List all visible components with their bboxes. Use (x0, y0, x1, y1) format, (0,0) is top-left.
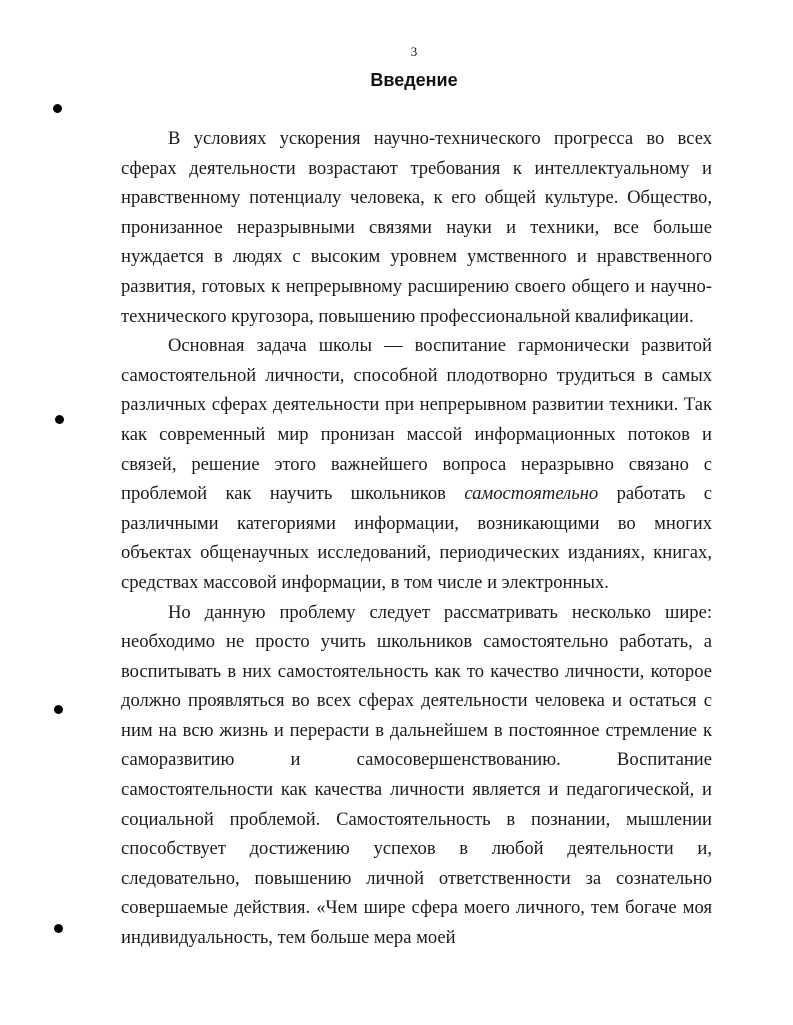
paragraph-2-start: Основная задача школы — воспитание гармонически развитой самостоятельной личности, способной плодотворно трудиться в самых различных сферах деятельности при непрерывном развитии техники. Так как современный мир пронизан массой информационных потоков и связей, решение этого важнейшего вопроса неразрывно связано с проблемой как научить школьников (121, 335, 712, 505)
page-number: 3 (410, 44, 418, 59)
body-text (121, 124, 712, 953)
paragraph-1: В условиях ускорения научно-технического прогресса во всех сферах деятельности возрастают требования к интеллектуальному и нравственному потенциалу человека, к его общей культуре. Общество, пронизанное неразрывными связями науки и техники, все больше нуждается в людях с высоким уровнем умственного и нравственного развития, готовых к непрерывному расширению своего общего и научно-технического кругозора, повышению профессиональной квалификации. (121, 128, 712, 327)
margin-mark-2 (55, 415, 64, 424)
margin-mark-1 (53, 104, 62, 113)
paragraph-2 (121, 331, 712, 597)
paragraph-3: Но данную проблему следует рассматривать несколько шире: необходимо не просто учить школьников самостоятельно работать, а воспитывать в них самостоятельность как то качество личности, которое должно проявляться во всех сферах деятельности человека и остаться с ним на всю жизнь и перерасти в дальнейшем в постоянное стремление к саморазвитию и самосовершенствованию. Воспитание самостоятельности как качества личности является и педагогической, и социальной проблемой. Самостоятельность в познании, мышлении способствует достижению успехов в любой деятельности и, следовательно, повышению личной ответственности за сознательно совершаемые действия. «Чем шире сфера моего личного, тем богаче моя индивидуальность, тем больше мера моей (121, 601, 712, 949)
paragraph-2-end: работать с различными категориями информации, возникающими во многих объектах общенаучных исследований, периодических изданиях, книгах, средствах массовой информации, в том числе и электронных. (121, 483, 712, 593)
margin-mark-4 (54, 924, 63, 933)
margin-mark-3 (54, 705, 63, 714)
page-title: Введение (370, 70, 458, 90)
emphasis-word: самостоятельно (464, 483, 599, 505)
